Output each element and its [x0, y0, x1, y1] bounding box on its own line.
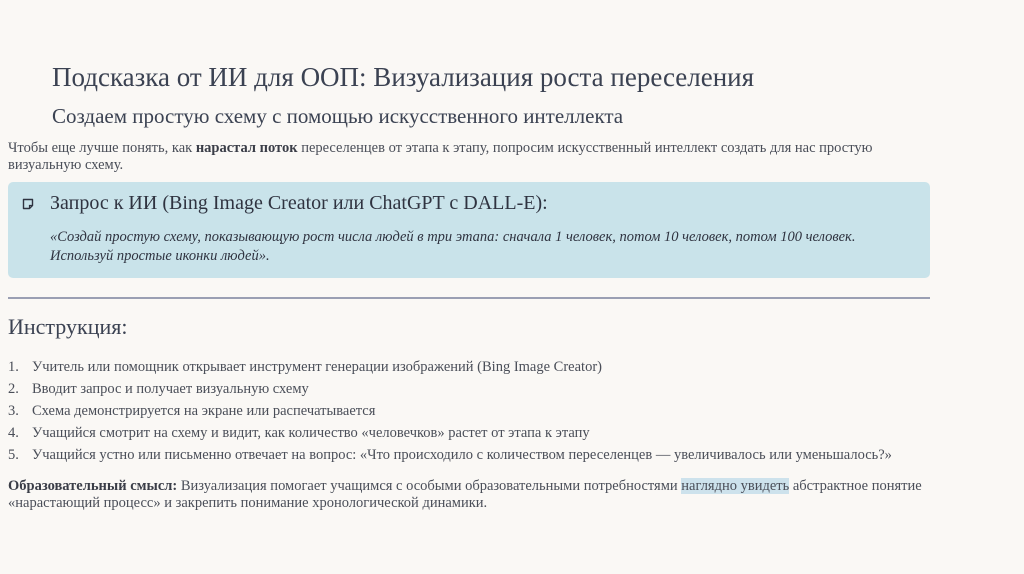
list-item-text: Учащийся устно или письменно отвечает на вопрос: «Что происходило с количеством переселенцев — увеличивалось или уменьшалось?»: [32, 447, 892, 463]
ai-request-callout: [8, 182, 930, 278]
list-item: [8, 401, 892, 423]
list-item-text: Учащийся смотрит на схему и видит, как количество «человечков» растет от этапа к этапу: [32, 425, 590, 441]
list-item: [8, 423, 892, 445]
slide-subtitle: Создаем простую схему с помощью искусственного интеллекта: [52, 104, 624, 128]
section-divider: [8, 297, 930, 299]
intro-paragraph: [8, 140, 928, 174]
educational-meaning-paragraph: [8, 478, 938, 512]
intro-bold-phrase: нарастал поток: [195, 140, 298, 156]
intro-text-end: переселенцев от этапа к этапу, попросим искусственный интеллект создать для нас простую визуальную схему.: [8, 140, 873, 173]
callout-prompt-text: «Создай простую схему, показывающую рост числа людей в три этапа: сначала 1 человек, потом 10 человек, потом 100 человек. Используй простые иконки людей».: [50, 229, 856, 264]
list-item-text: Учитель или помощник открывает инструмент генерации изображений (Bing Image Creator): [32, 359, 602, 375]
meaning-label: Образовательный смысл:: [8, 478, 178, 494]
selected-text-highlight[interactable]: наглядно увидеть: [681, 478, 790, 494]
meaning-text-end: абстрактное понятие «нарастающий процесс» и закрепить понимание хронологической динамики.: [8, 478, 922, 511]
list-item: [8, 357, 892, 379]
list-item-number: 1.: [8, 359, 19, 375]
callout-title: Запрос к ИИ (Bing Image Creator или ChatGPT с DALL-E):: [50, 192, 548, 214]
list-item-number: 4.: [8, 425, 19, 441]
slide-title: Подсказка от ИИ для ООП: Визуализация роста переселения: [52, 62, 755, 92]
list-item-number: 3.: [8, 403, 19, 419]
list-item-number: 2.: [8, 381, 19, 397]
list-item-text: Вводит запрос и получает визуальную схему: [32, 381, 309, 397]
list-item-text: Схема демонстрируется на экране или распечатывается: [32, 403, 376, 419]
list-item: [8, 445, 892, 467]
list-item: [8, 379, 892, 401]
note-icon: [22, 198, 34, 210]
meaning-text-start: Визуализация помогает учащимся с особыми образовательными потребностями: [177, 478, 682, 494]
instructions-heading: Инструкция:: [8, 314, 128, 339]
instructions-list: [8, 357, 892, 467]
list-item-number: 5.: [8, 447, 19, 463]
intro-text-start: Чтобы еще лучше понять, как: [8, 140, 196, 156]
